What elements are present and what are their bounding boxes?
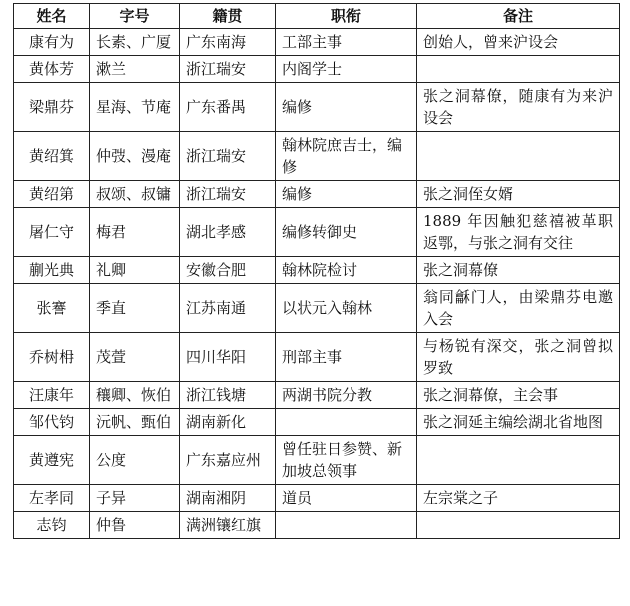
header-courtesy-name: 字号	[90, 4, 180, 29]
cell-name: 乔树枏	[14, 333, 90, 382]
table-row	[14, 208, 620, 257]
header-name: 姓名	[14, 4, 90, 29]
cell-remarks: 创始人，曾来沪设会	[417, 29, 620, 56]
cell-official-title: 道员	[276, 485, 417, 512]
cell-official-title: 以状元入翰林	[276, 284, 417, 333]
cell-native-place: 广东番禺	[180, 83, 276, 132]
cell-native-place: 广东南海	[180, 29, 276, 56]
cell-native-place: 四川华阳	[180, 333, 276, 382]
cell-name: 屠仁守	[14, 208, 90, 257]
cell-official-title: 翰林院检讨	[276, 257, 417, 284]
table-row	[14, 257, 620, 284]
cell-remarks: 左宗棠之子	[417, 485, 620, 512]
cell-name: 黄遵宪	[14, 436, 90, 485]
table-row	[14, 56, 620, 83]
cell-remarks: 1889 年因触犯慈禧被革职返鄂，与张之洞有交往	[417, 208, 620, 257]
cell-official-title: 刑部主事	[276, 333, 417, 382]
cell-courtesy-name: 礼卿	[90, 257, 180, 284]
table-row	[14, 132, 620, 181]
table-row	[14, 436, 620, 485]
cell-name: 蒯光典	[14, 257, 90, 284]
cell-courtesy-name: 仲鲁	[90, 512, 180, 539]
cell-official-title: 编修	[276, 83, 417, 132]
cell-courtesy-name: 子异	[90, 485, 180, 512]
member-table	[13, 3, 620, 539]
cell-official-title: 翰林院庶吉士，编修	[276, 132, 417, 181]
cell-remarks	[417, 56, 620, 83]
cell-courtesy-name: 叔颂、叔镛	[90, 181, 180, 208]
cell-official-title: 两湖书院分教	[276, 382, 417, 409]
cell-native-place: 安徽合肥	[180, 257, 276, 284]
cell-name: 志钧	[14, 512, 90, 539]
cell-native-place: 湖南湘阴	[180, 485, 276, 512]
cell-native-place: 江苏南通	[180, 284, 276, 333]
cell-remarks: 张之洞幕僚	[417, 257, 620, 284]
cell-remarks: 与杨锐有深交，张之洞曾拟罗致	[417, 333, 620, 382]
cell-courtesy-name: 季直	[90, 284, 180, 333]
cell-native-place: 广东嘉应州	[180, 436, 276, 485]
cell-name: 左孝同	[14, 485, 90, 512]
table-row	[14, 83, 620, 132]
cell-official-title: 内阁学士	[276, 56, 417, 83]
cell-native-place: 浙江钱塘	[180, 382, 276, 409]
header-native-place: 籍贯	[180, 4, 276, 29]
cell-name: 汪康年	[14, 382, 90, 409]
header-row	[14, 4, 620, 29]
table-header	[14, 4, 620, 29]
cell-native-place: 满洲镶红旗	[180, 512, 276, 539]
cell-native-place: 浙江瑞安	[180, 132, 276, 181]
cell-courtesy-name: 梅君	[90, 208, 180, 257]
table-row	[14, 29, 620, 56]
header-remarks: 备注	[417, 4, 620, 29]
cell-courtesy-name: 仲弢、漫庵	[90, 132, 180, 181]
cell-native-place: 浙江瑞安	[180, 56, 276, 83]
cell-official-title: 编修	[276, 181, 417, 208]
cell-official-title: 曾任驻日参赞、新加坡总领事	[276, 436, 417, 485]
cell-name: 张謇	[14, 284, 90, 333]
cell-remarks	[417, 436, 620, 485]
table-row	[14, 409, 620, 436]
cell-courtesy-name: 茂萱	[90, 333, 180, 382]
table-row	[14, 512, 620, 539]
cell-official-title	[276, 409, 417, 436]
cell-name: 黄绍箕	[14, 132, 90, 181]
cell-name: 黄体芳	[14, 56, 90, 83]
table-row	[14, 382, 620, 409]
cell-courtesy-name: 星海、节庵	[90, 83, 180, 132]
cell-name: 邹代钧	[14, 409, 90, 436]
cell-courtesy-name: 长素、广厦	[90, 29, 180, 56]
cell-remarks: 张之洞侄女婿	[417, 181, 620, 208]
cell-remarks	[417, 512, 620, 539]
cell-native-place: 浙江瑞安	[180, 181, 276, 208]
table-row	[14, 181, 620, 208]
cell-remarks: 张之洞幕僚，主会事	[417, 382, 620, 409]
cell-remarks: 张之洞幕僚，随康有为来沪设会	[417, 83, 620, 132]
cell-remarks: 翁同龢门人，由梁鼎芬电邀入会	[417, 284, 620, 333]
cell-courtesy-name: 穰卿、恢伯	[90, 382, 180, 409]
header-official-title: 职衔	[276, 4, 417, 29]
table-row	[14, 333, 620, 382]
table-row	[14, 485, 620, 512]
table-row	[14, 284, 620, 333]
cell-name: 康有为	[14, 29, 90, 56]
cell-name: 梁鼎芬	[14, 83, 90, 132]
cell-native-place: 湖南新化	[180, 409, 276, 436]
cell-official-title: 工部主事	[276, 29, 417, 56]
cell-courtesy-name: 沅帆、甄伯	[90, 409, 180, 436]
cell-courtesy-name: 漱兰	[90, 56, 180, 83]
cell-name: 黄绍第	[14, 181, 90, 208]
cell-official-title: 编修转御史	[276, 208, 417, 257]
cell-courtesy-name: 公度	[90, 436, 180, 485]
cell-official-title	[276, 512, 417, 539]
cell-remarks: 张之洞延主编绘湖北省地图	[417, 409, 620, 436]
table-body	[14, 29, 620, 539]
cell-native-place: 湖北孝感	[180, 208, 276, 257]
cell-remarks	[417, 132, 620, 181]
